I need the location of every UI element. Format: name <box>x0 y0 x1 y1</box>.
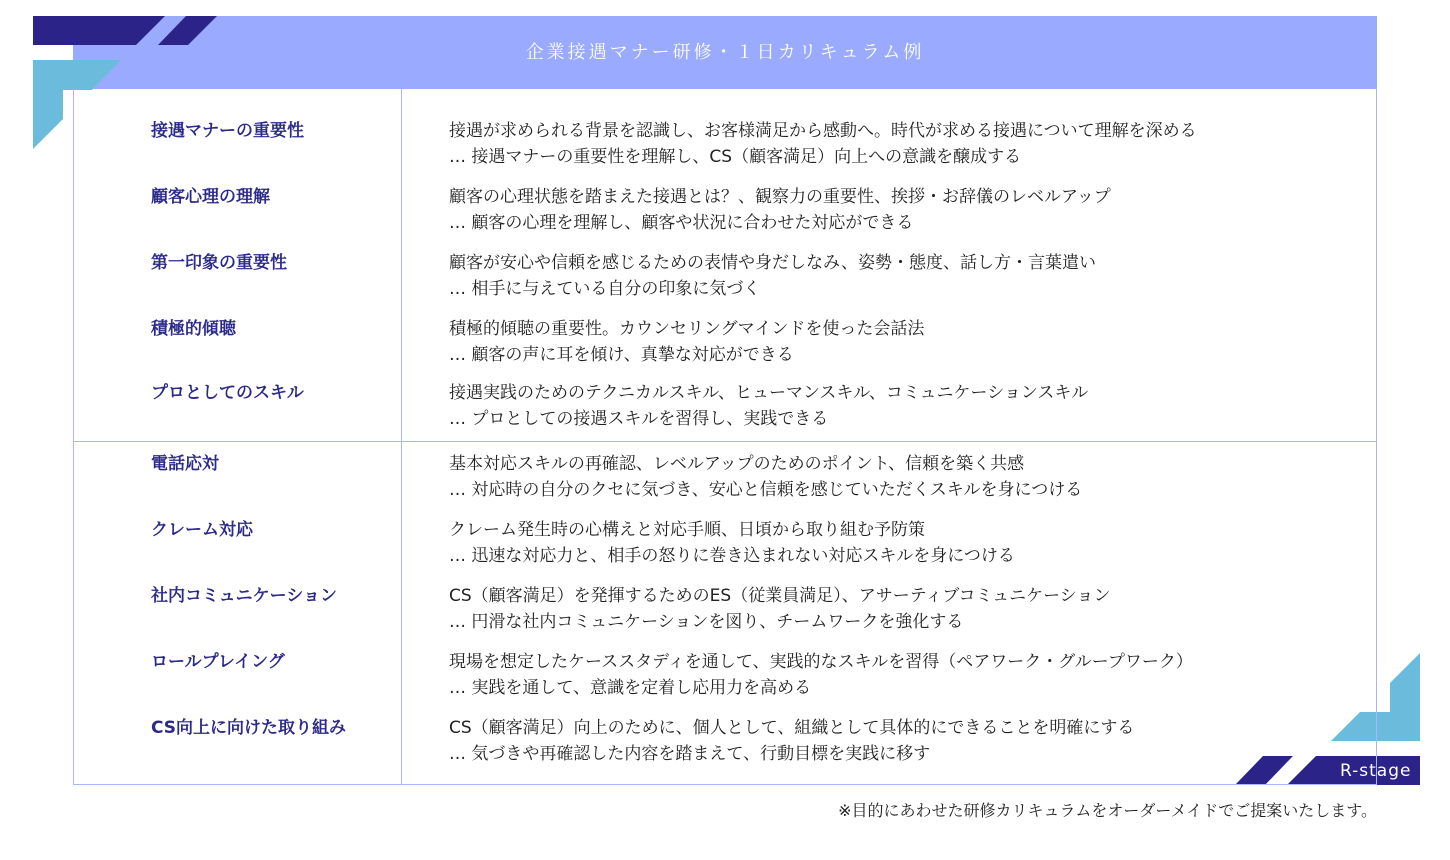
topic-description: 基本対応スキルの再確認、レベルアップのためのポイント、信頼を築く共感 <box>449 454 1025 474</box>
topic-label: 社内コミュニケーション <box>151 586 337 606</box>
topic-description: CS（顧客満足）を発揮するためのES（従業員満足）、アサーティブコミュニケーション <box>449 586 1111 606</box>
topic-label: プロとしてのスキル <box>151 383 304 403</box>
topic-label: 電話応対 <box>151 454 219 474</box>
topic-goal: … 対応時の自分のクセに気づき、安心と信頼を感じていただくスキルを身につける <box>449 480 1083 500</box>
section-divider <box>73 441 1377 442</box>
topic-description: 積極的傾聴の重要性。カウンセリングマインドを使った会話法 <box>449 319 925 339</box>
topic-label: CS向上に向けた取り組み <box>151 718 347 738</box>
table-row <box>0 184 1450 244</box>
topic-description: 接遇が求められる背景を認識し、お客様満足から感動へ。時代が求める接遇について理解を深める <box>449 121 1197 141</box>
topic-label: 接遇マナーの重要性 <box>151 121 304 141</box>
topic-goal: … 顧客の心理を理解し、顧客や状況に合わせた対応ができる <box>449 213 914 233</box>
topic-label: クレーム対応 <box>151 520 253 540</box>
topic-goal: … 迅速な対応力と、相手の怒りに巻き込まれない対応スキルを身につける <box>449 546 1015 566</box>
topic-description: CS（顧客満足）向上のために、個人として、組織として具体的にできることを明確にする <box>449 718 1135 738</box>
topic-description: 現場を想定したケーススタディを通して、実践的なスキルを習得（ペアワーク・グループワーク） <box>449 652 1193 672</box>
topic-goal: … 相手に与えている自分の印象に気づく <box>449 279 761 299</box>
table-row <box>0 517 1450 577</box>
topic-description: 接遇実践のためのテクニカルスキル、ヒューマンスキル、コミュニケーションスキル <box>449 383 1089 403</box>
topic-label: 積極的傾聴 <box>151 319 236 339</box>
footnote: ※目的にあわせた研修カリキュラムをオーダーメイドでご提案いたします。 <box>838 801 1377 820</box>
topic-goal: … 顧客の声に耳を傾け、真摯な対応ができる <box>449 345 794 365</box>
topic-description: 顧客が安心や信頼を感じるための表情や身だしなみ、姿勢・態度、話し方・言葉遣い <box>449 253 1097 273</box>
table-row <box>0 250 1450 310</box>
topic-label: 顧客心理の理解 <box>151 187 270 207</box>
table-row <box>0 715 1450 775</box>
table-row <box>0 380 1450 440</box>
topic-goal: … プロとしての接遇スキルを習得し、実践できる <box>449 409 829 429</box>
topic-label: ロールプレイング <box>151 652 285 672</box>
table-row <box>0 118 1450 178</box>
brand-logo: R-stage <box>1340 761 1412 781</box>
topic-description: 顧客の心理状態を踏まえた接遇とは？、観察力の重要性、挨拶・お辞儀のレベルアップ <box>449 187 1111 207</box>
topic-label: 第一印象の重要性 <box>151 253 287 273</box>
table-row <box>0 649 1450 709</box>
topic-goal: … 実践を通して、意識を定着し応用力を高める <box>449 678 812 698</box>
table-row <box>0 451 1450 511</box>
table-row <box>0 583 1450 643</box>
topic-description: クレーム発生時の心構えと対応手順、日頃から取り組む予防策 <box>449 520 925 540</box>
topic-goal: … 気づきや再確認した内容を踏まえて、行動目標を実践に移す <box>449 744 931 764</box>
topic-goal: … 接遇マナーの重要性を理解し、CS（顧客満足）向上への意識を醸成する <box>449 147 1022 167</box>
page-title: 企業接遇マナー研修・１日カリキュラム例 <box>525 42 925 63</box>
table-row <box>0 316 1450 376</box>
topic-goal: … 円滑な社内コミュニケーションを図り、チームワークを強化する <box>449 612 964 632</box>
